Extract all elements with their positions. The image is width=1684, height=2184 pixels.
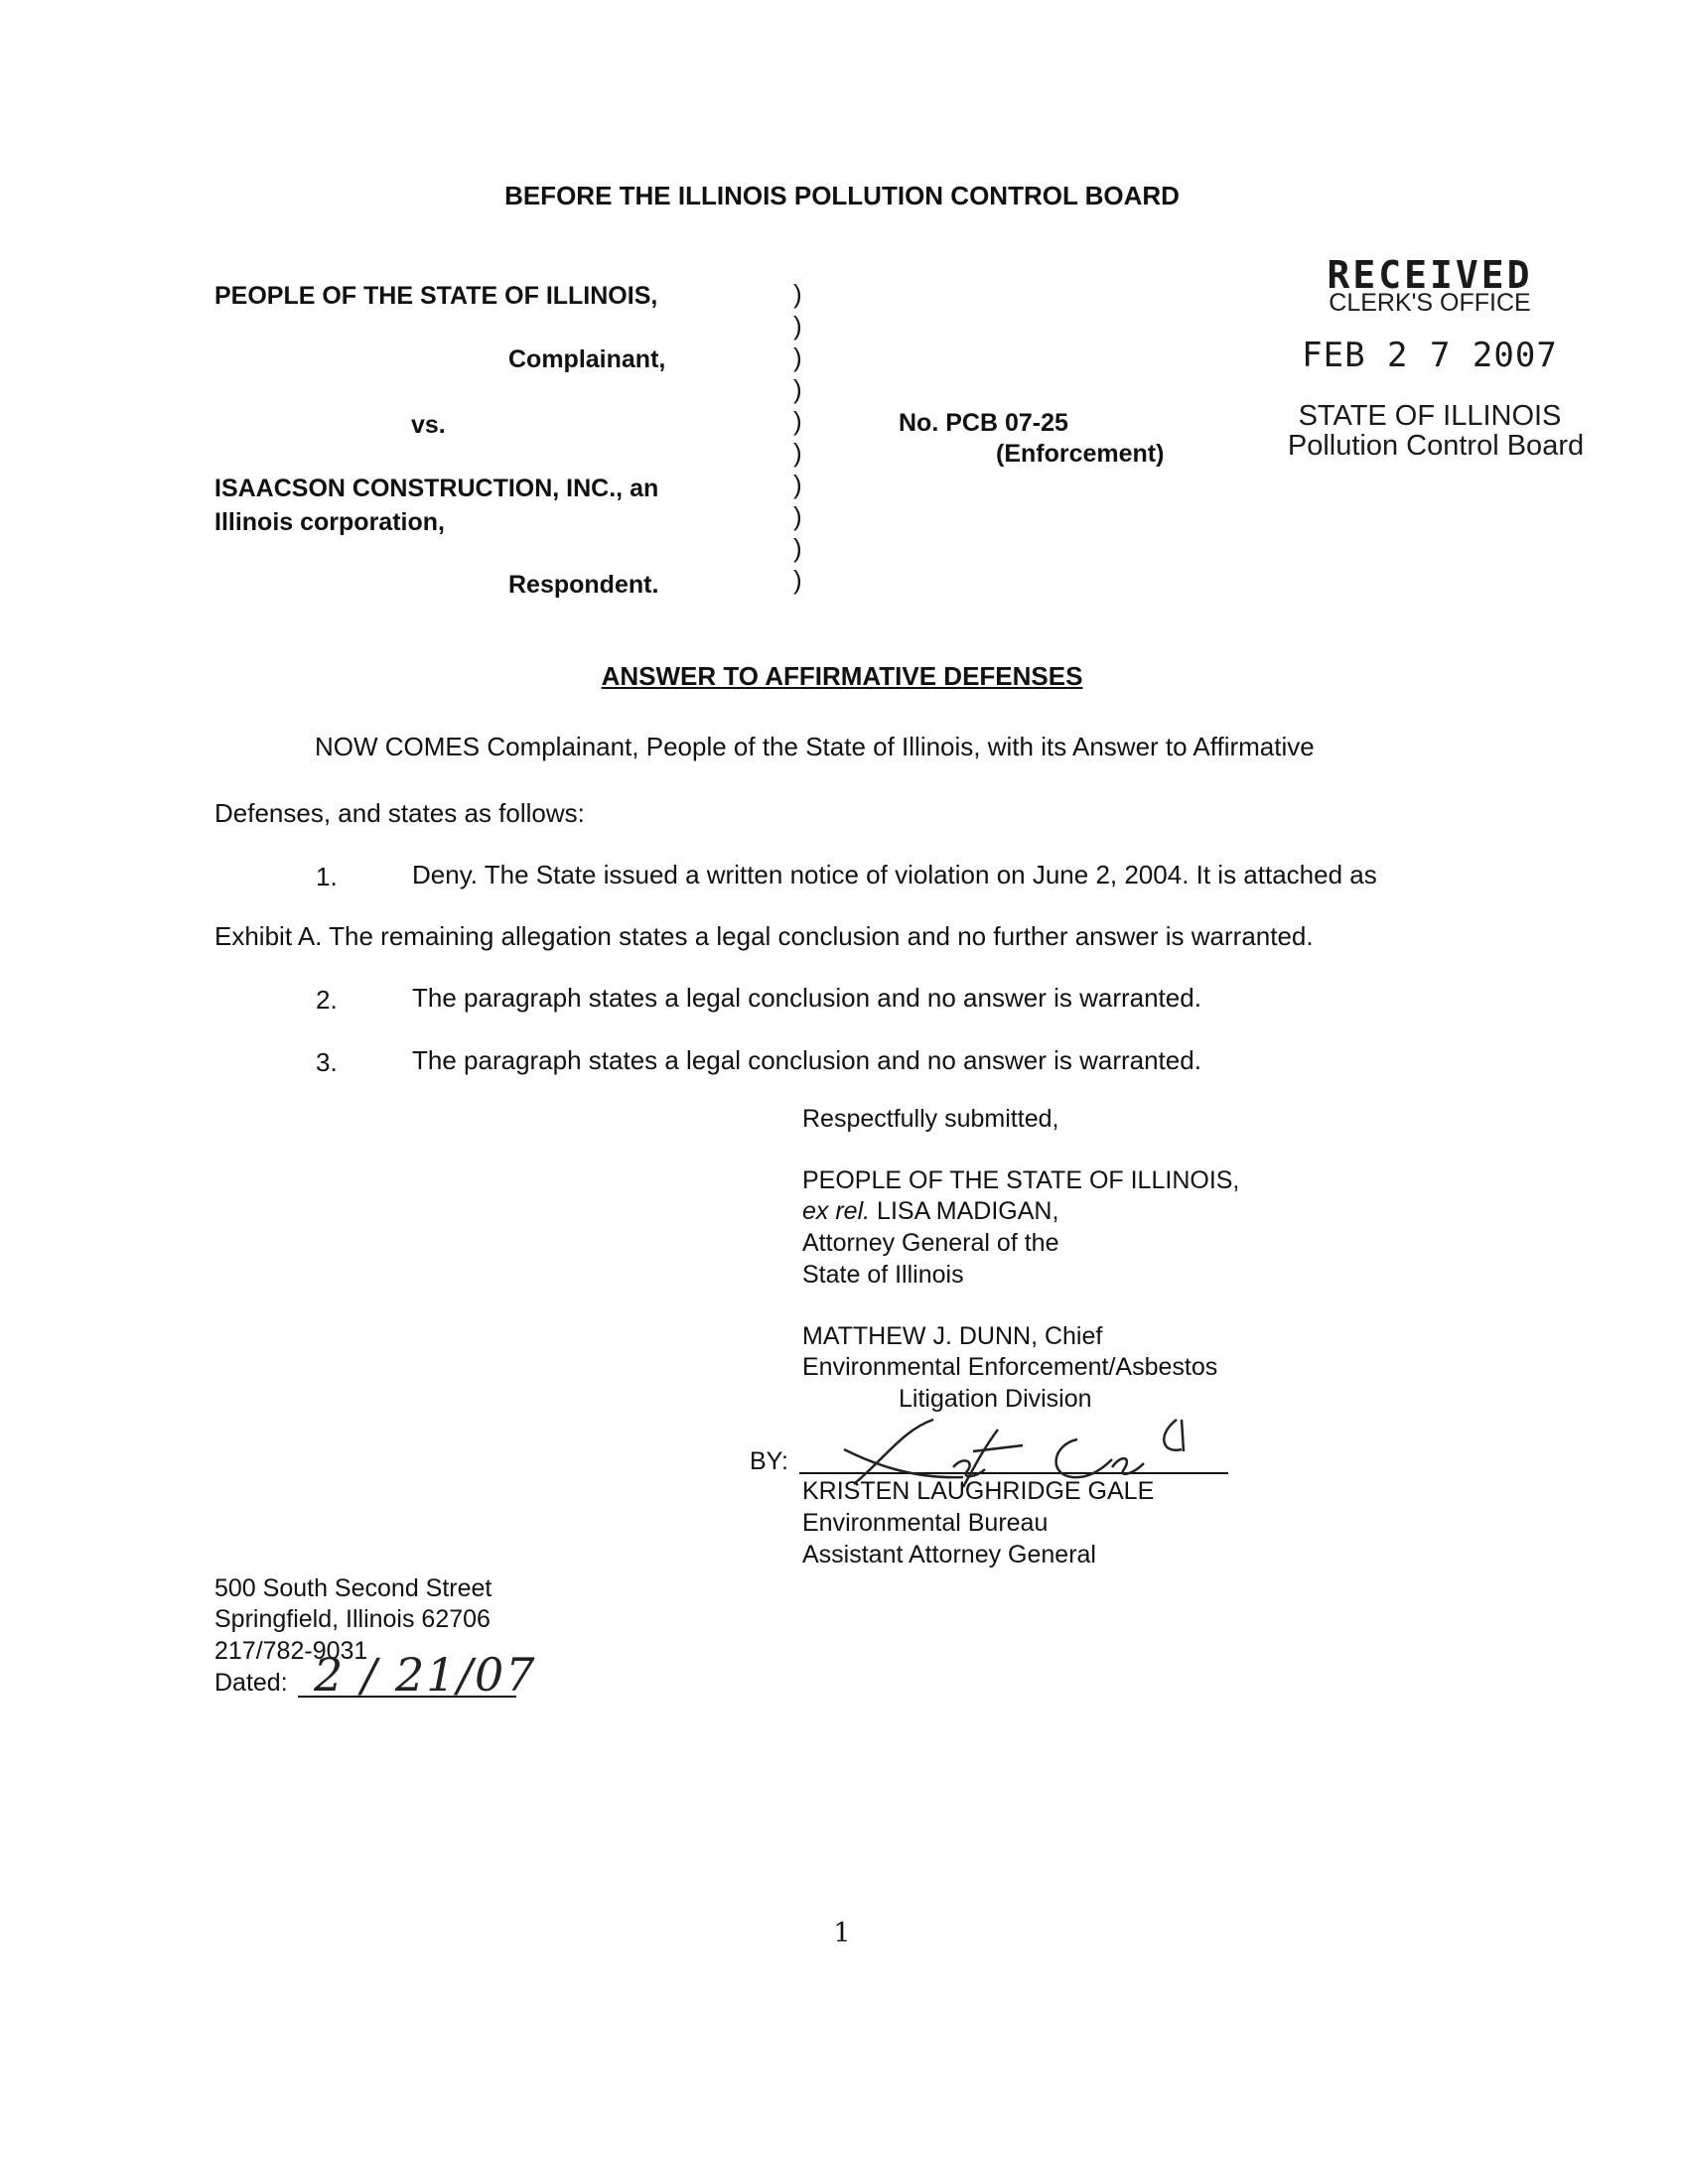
item-text: The paragraph states a legal conclusion and no answer is warranted. <box>412 983 1201 1013</box>
respondent-party-line1: ISAACSON CONSTRUCTION, INC., an <box>214 475 659 502</box>
address-phone: 217/782-9031 <box>214 1637 368 1665</box>
item-text: The paragraph states a legal conclusion and no answer is warranted. <box>412 1045 1201 1075</box>
complainant-role: Complainant, <box>508 345 666 373</box>
dated-value: 2 / 21/07 <box>314 1648 537 1702</box>
stamp-date: FEB 2 7 2007 <box>1302 336 1558 375</box>
item-text-continued: Exhibit A. The remaining allegation states a legal conclusion and no further answer is warranted. <box>214 921 1314 951</box>
ex-rel-prefix: ex rel. <box>802 1197 871 1225</box>
stamp-received: RECEIVED <box>1327 253 1533 297</box>
ex-rel-name: LISA MADIGAN, <box>870 1197 1059 1225</box>
item-number: 1. <box>316 862 338 891</box>
respondent-role: Respondent. <box>508 571 659 599</box>
document-title: ANSWER TO AFFIRMATIVE DEFENSES <box>601 661 1083 691</box>
closing: Respectfully submitted, <box>802 1105 1059 1133</box>
signer-title: Assistant Attorney General <box>802 1541 1096 1569</box>
stamp-office: CLERK'S OFFICE <box>1329 289 1531 317</box>
chief-line: MATTHEW J. DUNN, Chief <box>802 1322 1103 1350</box>
dated-label: Dated: <box>214 1669 288 1697</box>
respondent-party-line2: Illinois corporation, <box>214 508 445 536</box>
versus-label: vs. <box>411 411 446 439</box>
ex-rel-line <box>802 1197 1058 1226</box>
ag-line2: State of Illinois <box>802 1261 964 1289</box>
page-number: 1 <box>833 1918 851 1949</box>
caption-parentheses: ) ) ) ) ) ) ) ) ) ) <box>793 279 802 595</box>
signer-bureau: Environmental Bureau <box>802 1509 1049 1537</box>
stamp-board: Pollution Control Board <box>1287 430 1585 462</box>
item-number: 3. <box>316 1047 338 1077</box>
signature-party: PEOPLE OF THE STATE OF ILLINOIS, <box>802 1166 1240 1194</box>
court-title: BEFORE THE ILLINOIS POLLUTION CONTROL BOARD <box>504 181 1180 210</box>
case-number: No. PCB 07-25 <box>899 409 1068 437</box>
division-line2: Litigation Division <box>899 1385 1092 1413</box>
stamp-state: STATE OF ILLINOIS <box>1298 400 1562 432</box>
received-stamp <box>1271 253 1589 462</box>
complainant-party: PEOPLE OF THE STATE OF ILLINOIS, <box>214 282 658 310</box>
by-label: BY: <box>750 1447 788 1475</box>
intro-line1: NOW COMES Complainant, People of the State of Illinois, with its Answer to Affirmative <box>315 732 1315 761</box>
item-number: 2. <box>316 985 338 1015</box>
division-line1: Environmental Enforcement/Asbestos <box>802 1353 1218 1381</box>
intro-line2: Defenses, and states as follows: <box>214 798 585 828</box>
ag-line1: Attorney General of the <box>802 1229 1059 1257</box>
address-city: Springfield, Illinois 62706 <box>214 1605 491 1633</box>
case-type: (Enforcement) <box>996 440 1165 468</box>
signer-name: KRISTEN LAUGHRIDGE GALE <box>802 1477 1155 1505</box>
item-text: Deny. The State issued a written notice of violation on June 2, 2004. It is attached as <box>412 860 1377 889</box>
address-street: 500 South Second Street <box>214 1574 492 1602</box>
handwritten-signature <box>824 1390 1221 1489</box>
